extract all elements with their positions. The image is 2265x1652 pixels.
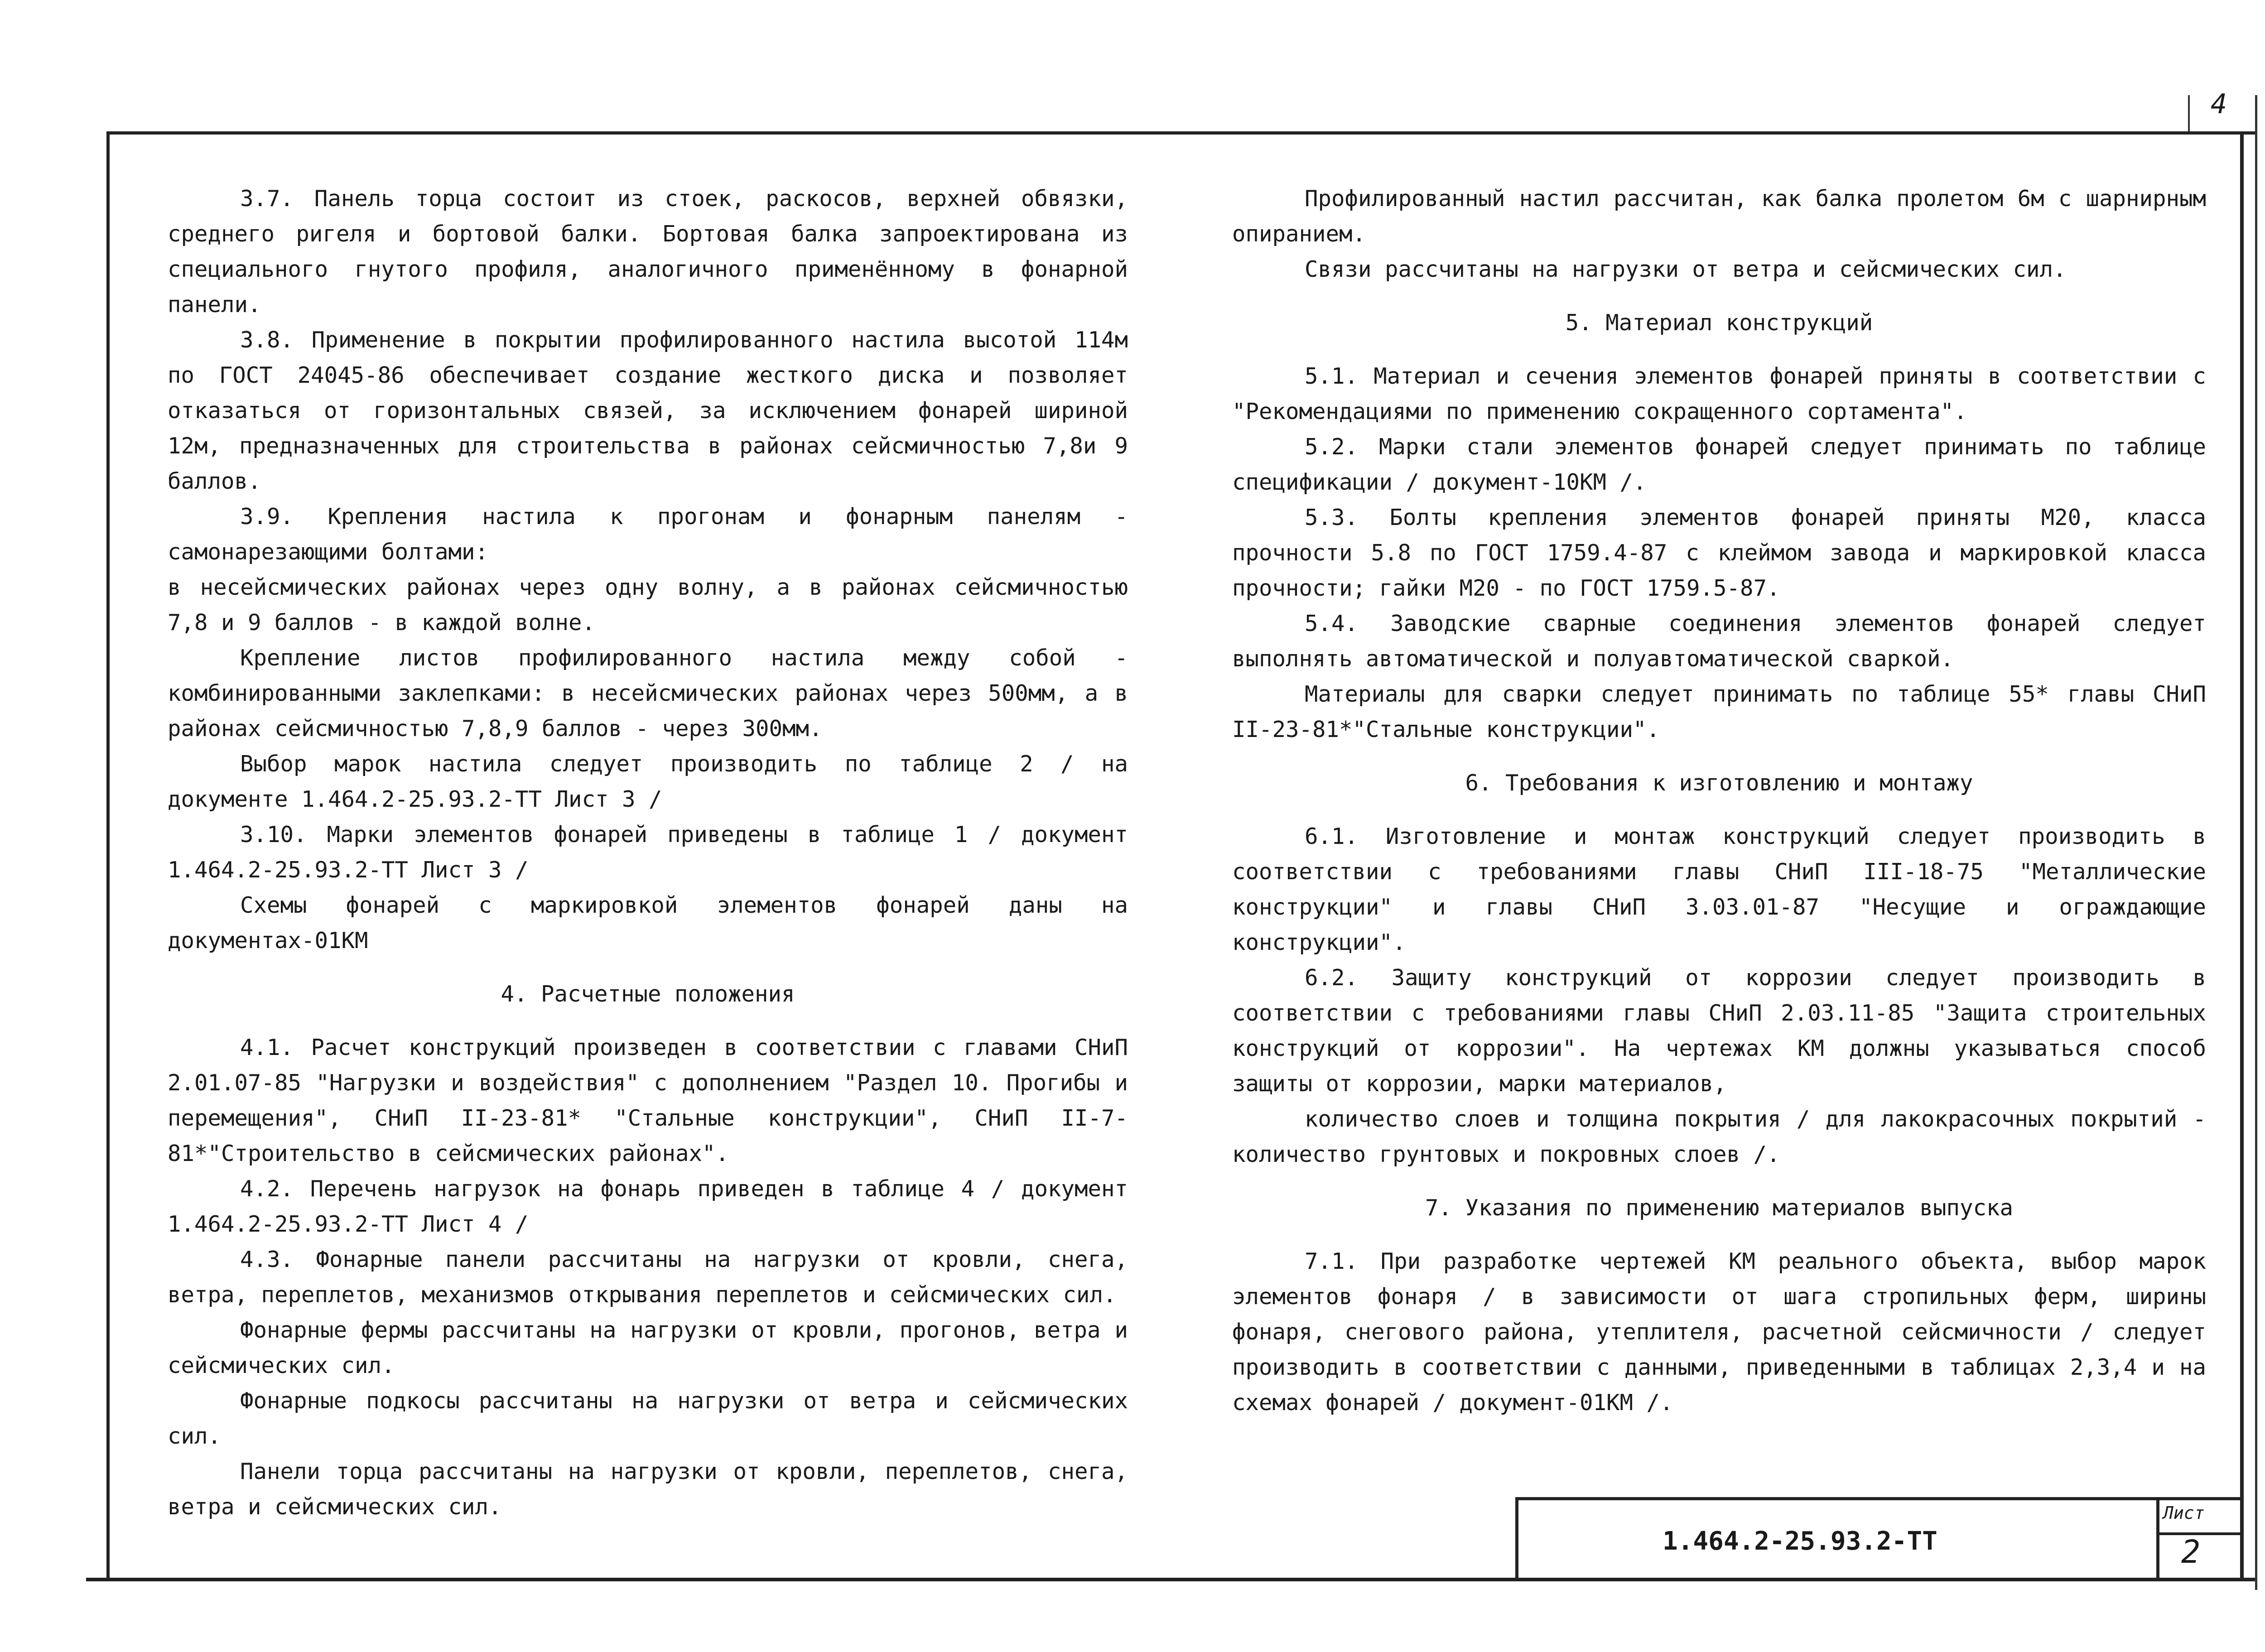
paragraph-6-2-continued: количество слоев и толщина покрытия / для лакокрасочных покрытий - количество грунтовых и покровных слоев /. xyxy=(1232,1106,2206,1167)
paragraph-5-3: 5.3. Болты крепления элементов фонарей приняты М20, класса прочности 5.8 по ГОСТ 1759.4-87 с клеймом завода и маркировкой класса прочности; гайки М20 - по ГОСТ 1759.5-87. xyxy=(1232,505,2206,601)
section-heading-4: 4. Расчетные положения xyxy=(501,981,795,1007)
paragraph-3-9: 3.9. Крепления настила к прогонам и фонарным панелям - самонарезающими болтами: xyxy=(168,504,1128,565)
paragraph-profiled-deck: Профилированный настил рассчитан, как балка пролетом 6м с шарнирным опиранием. xyxy=(1232,186,2206,247)
section-heading-7: 7. Указания по применению материалов выпуска xyxy=(1425,1195,2014,1221)
paragraph-5-4: 5.4. Заводские сварные соединения элементов фонарей следует выполнять автоматической и полуавтоматической сваркой. xyxy=(1232,611,2206,672)
right-column xyxy=(1232,181,2206,1421)
paragraph-4-3: 4.3. Фонарные панели рассчитаны на нагрузки от кровли, снега, ветра, переплетов, механизмов открывания переплетов и сейсмических сил. xyxy=(168,1247,1128,1308)
frame-right-border xyxy=(2240,131,2244,1581)
paragraph-schemes: Схемы фонарей с маркировкой элементов фонарей даны на документах-01КМ xyxy=(168,892,1128,954)
section-heading-6: 6. Требования к изготовлению и монтажу xyxy=(1465,770,1973,796)
paragraph-5-1: 5.1. Материал и сечения элементов фонарей приняты в соответствии с "Рекомендациями по применению сокращенного сортамента". xyxy=(1232,363,2206,424)
paragraph-3-8: 3.8. Применение в покрытии профилированного настила высотой 114м по ГОСТ 24045-86 обеспечивает создание жесткого диска и позволяет отказаться от горизонтальных связей, за исключением фонарей шириной 12м, предназначенных для строительства в районах сейсмичностью 7,8и 9 баллов. xyxy=(168,327,1128,494)
sheet-number: 2 xyxy=(2181,1533,2201,1570)
outer-right-line xyxy=(2255,95,2257,1590)
paragraph-4-1: 4.1. Расчет конструкций произведен в соответствии с главами СНиП 2.01.07-85 "Нагрузки и воздействия" с дополнением "Раздел 10. Прогибы и перемещения", СНиП II-23-81* "Стальные конструкции", СНиП II-7-81*"Строительство в сейсмических районах". xyxy=(168,1035,1128,1166)
document-code: 1.464.2-25.93.2-ТТ xyxy=(1663,1527,1937,1556)
sheet-label: Лист xyxy=(2163,1503,2205,1523)
page-number-divider xyxy=(2188,95,2190,131)
paragraph-6-1: 6.1. Изготовление и монтаж конструкций следует производить в соответствии с требованиями главы СНиП III-18-75 "Металлические конструкции" и главы СНиП 3.03.01-87 "Несущие и ограждающие конструкции". xyxy=(1232,824,2206,955)
frame-top-border xyxy=(106,131,2256,135)
paragraph-welding-materials: Материалы для сварки следует принимать по таблице 55* главы СНиП II-23-81*"Стальные конструкции". xyxy=(1232,681,2206,742)
page-number-top: 4 xyxy=(2211,88,2227,120)
left-column xyxy=(168,181,1128,1525)
paragraph-sheet-fastening: Крепление листов профилированного настила между собой - комбинированными заклепками: в несейсмических районах через 500мм, а в районах сейсмичностью 7,8,9 баллов - через 300мм. xyxy=(168,645,1128,742)
title-block-separator xyxy=(2156,1497,2159,1579)
paragraph-7-1: 7.1. При разработке чертежей КМ реального объекта, выбор марок элементов фонаря / в зависимости от шага стропильных ферм, ширины фонаря, снегового района, утеплителя, расчетной сейсмичности / следует производить в соответствии с данными, приведенными в таблицах 2,3,4 и на схемах фонарей / документ-01КМ /. xyxy=(1232,1248,2206,1416)
section-heading-5: 5. Материал конструкций xyxy=(1565,310,1873,336)
paragraph-deck-selection: Выбор марок настила следует производить по таблице 2 / на документе 1.464.2-25.93.2-ТТ Лист 3 / xyxy=(168,751,1128,812)
paragraph-5-2: 5.2. Марки стали элементов фонарей следует принимать по таблице спецификации / документ-10КМ /. xyxy=(1232,434,2206,495)
paragraph-4-2: 4.2. Перечень нагрузок на фонарь приведен в таблице 4 / документ 1.464.2-25.93.2-ТТ Лист 4 / xyxy=(168,1176,1128,1237)
paragraph-3-10: 3.10. Марки элементов фонарей приведены в таблице 1 / документ 1.464.2-25.93.2-ТТ Лист 3 / xyxy=(168,822,1128,883)
paragraph-bracing: Связи рассчитаны на нагрузки от ветра и сейсмических сил. xyxy=(1305,256,2067,282)
paragraph-struts: Фонарные подкосы рассчитаны на нагрузки от ветра и сейсмических сил. xyxy=(168,1388,1128,1449)
paragraph-3-7: 3.7. Панель торца состоит из стоек, раскосов, верхней обвязки, среднего ригеля и бортовой балки. Бортовая балка запроектирована из специального гнутого профиля, аналогичного применённому в фонарной панели. xyxy=(168,186,1128,318)
frame-left-border xyxy=(106,131,110,1581)
paragraph-3-9-continued: в несейсмических районах через одну волну, а в районах сейсмичностью 7,8 и 9 баллов - в каждой волне. xyxy=(168,574,1128,636)
paragraph-trusses: Фонарные фермы рассчитаны на нагрузки от кровли, прогонов, ветра и сейсмических сил. xyxy=(168,1317,1128,1378)
paragraph-end-panels: Панели торца рассчитаны на нагрузки от кровли, переплетов, снега, ветра и сейсмических сил. xyxy=(168,1459,1128,1520)
paragraph-6-2: 6.2. Защиту конструкций от коррозии следует производить в соответствии с требованиями главы СНиП 2.03.11-85 "Защита строительных конструкций от коррозии". На чертежах КМ должны указываться способ защиты от коррозии, марки материалов, xyxy=(1232,965,2206,1097)
